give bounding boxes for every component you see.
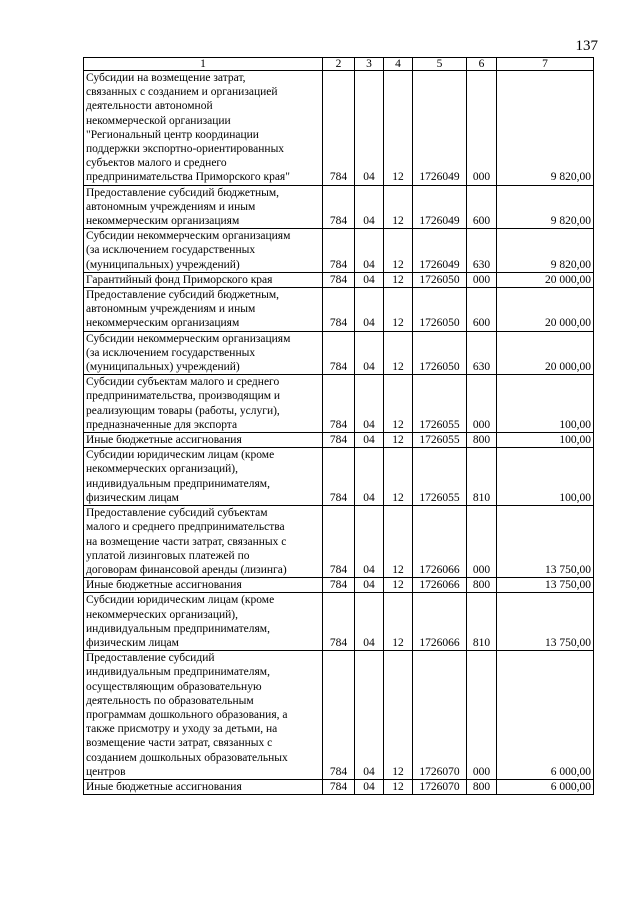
row-code-cell: 784 [323, 506, 355, 578]
row-name-cell: Субсидии на возмещение затрат, связанных с созданием и организацией деятельности автономной некоммерческой организации "Региональный центр координации поддержки экспортно-ориентированных субъектов малого и среднего предпринимательства Приморского края" [84, 71, 323, 186]
row-amount-cell: 13 750,00 [497, 593, 594, 651]
row-code-cell: 04 [355, 288, 384, 332]
header-cell: 3 [355, 58, 384, 71]
budget-table [83, 57, 594, 795]
header-cell: 1 [84, 58, 323, 71]
row-code-cell: 1726050 [413, 288, 467, 332]
row-code-cell: 1726066 [413, 578, 467, 593]
row-code-cell: 04 [355, 185, 384, 229]
row-amount-cell: 13 750,00 [497, 506, 594, 578]
row-amount-cell: 100,00 [497, 433, 594, 448]
row-name-cell: Субсидии некоммерческим организациям (за исключением государственных (муниципальных) учреждений) [84, 229, 323, 273]
row-code-cell: 1726055 [413, 448, 467, 506]
row-code-cell: 1726049 [413, 229, 467, 273]
row-code-cell: 600 [467, 288, 497, 332]
page-number: 137 [575, 38, 598, 54]
row-amount-cell: 6 000,00 [497, 779, 594, 794]
row-code-cell: 1726050 [413, 272, 467, 287]
row-code-cell: 784 [323, 375, 355, 433]
row-code-cell: 12 [384, 578, 413, 593]
row-name-cell: Субсидии юридическим лицам (кроме некоммерческих организаций), индивидуальным предпринимателям, физическим лицам [84, 448, 323, 506]
row-code-cell: 784 [323, 651, 355, 780]
row-code-cell: 04 [355, 506, 384, 578]
table-row [84, 375, 594, 433]
row-code-cell: 000 [467, 71, 497, 186]
header-row [84, 58, 594, 71]
row-code-cell: 12 [384, 506, 413, 578]
row-code-cell: 784 [323, 288, 355, 332]
header-cell: 2 [323, 58, 355, 71]
row-code-cell: 1726066 [413, 593, 467, 651]
row-amount-cell: 9 820,00 [497, 185, 594, 229]
row-code-cell: 784 [323, 272, 355, 287]
table-row [84, 288, 594, 332]
row-code-cell: 1726070 [413, 651, 467, 780]
row-amount-cell: 9 820,00 [497, 229, 594, 273]
table-row [84, 229, 594, 273]
row-code-cell: 600 [467, 185, 497, 229]
table-row [84, 433, 594, 448]
row-code-cell: 784 [323, 433, 355, 448]
row-name-cell: Субсидии субъектам малого и среднего предпринимательства, производящим и реализующим товары (работы, услуги), предназначенные для экспорта [84, 375, 323, 433]
row-code-cell: 12 [384, 779, 413, 794]
row-code-cell: 12 [384, 272, 413, 287]
row-code-cell: 000 [467, 506, 497, 578]
row-name-cell: Иные бюджетные ассигнования [84, 779, 323, 794]
row-code-cell: 1726066 [413, 506, 467, 578]
row-code-cell: 12 [384, 448, 413, 506]
row-amount-cell: 100,00 [497, 448, 594, 506]
row-code-cell: 800 [467, 578, 497, 593]
row-name-cell: Субсидии некоммерческим организациям (за исключением государственных (муниципальных) учреждений) [84, 331, 323, 375]
row-amount-cell: 20 000,00 [497, 331, 594, 375]
row-code-cell: 000 [467, 272, 497, 287]
row-code-cell: 000 [467, 375, 497, 433]
table-row [84, 578, 594, 593]
row-amount-cell: 6 000,00 [497, 651, 594, 780]
row-code-cell: 04 [355, 229, 384, 273]
table-row [84, 448, 594, 506]
row-code-cell: 800 [467, 433, 497, 448]
header-cell: 6 [467, 58, 497, 71]
row-code-cell: 04 [355, 375, 384, 433]
row-code-cell: 12 [384, 288, 413, 332]
table-row [84, 185, 594, 229]
row-code-cell: 800 [467, 779, 497, 794]
row-name-cell: Иные бюджетные ассигнования [84, 578, 323, 593]
row-name-cell: Предоставление субсидий бюджетным, автономным учреждениям и иным некоммерческим организациям [84, 288, 323, 332]
row-name-cell: Предоставление субсидий субъектам малого и среднего предпринимательства на возмещение части затрат, связанных с уплатой лизинговых платежей по договорам финансовой аренды (лизинга) [84, 506, 323, 578]
header-cell: 4 [384, 58, 413, 71]
row-amount-cell: 13 750,00 [497, 578, 594, 593]
row-amount-cell: 100,00 [497, 375, 594, 433]
row-code-cell: 12 [384, 433, 413, 448]
row-name-cell: Иные бюджетные ассигнования [84, 433, 323, 448]
row-code-cell: 1726070 [413, 779, 467, 794]
row-code-cell: 12 [384, 71, 413, 186]
row-name-cell: Предоставление субсидий бюджетным, автономным учреждениям и иным некоммерческим организациям [84, 185, 323, 229]
row-code-cell: 12 [384, 331, 413, 375]
row-code-cell: 784 [323, 448, 355, 506]
table-row [84, 779, 594, 794]
header-cell: 5 [413, 58, 467, 71]
table-row [84, 506, 594, 578]
row-amount-cell: 20 000,00 [497, 288, 594, 332]
row-code-cell: 04 [355, 448, 384, 506]
row-code-cell: 12 [384, 593, 413, 651]
table-row [84, 272, 594, 287]
row-code-cell: 12 [384, 375, 413, 433]
row-code-cell: 1726055 [413, 433, 467, 448]
row-code-cell: 04 [355, 779, 384, 794]
row-code-cell: 784 [323, 578, 355, 593]
row-amount-cell: 9 820,00 [497, 71, 594, 186]
row-code-cell: 04 [355, 71, 384, 186]
row-code-cell: 12 [384, 651, 413, 780]
row-code-cell: 04 [355, 651, 384, 780]
row-code-cell: 630 [467, 229, 497, 273]
row-code-cell: 784 [323, 71, 355, 186]
row-code-cell: 1726049 [413, 185, 467, 229]
row-code-cell: 04 [355, 578, 384, 593]
row-code-cell: 784 [323, 331, 355, 375]
row-code-cell: 1726050 [413, 331, 467, 375]
row-code-cell: 12 [384, 229, 413, 273]
row-code-cell: 784 [323, 185, 355, 229]
row-code-cell: 04 [355, 272, 384, 287]
table-row [84, 651, 594, 780]
table-body [84, 71, 594, 795]
row-code-cell: 04 [355, 331, 384, 375]
row-code-cell: 04 [355, 593, 384, 651]
row-code-cell: 04 [355, 433, 384, 448]
row-code-cell: 12 [384, 185, 413, 229]
row-code-cell: 784 [323, 779, 355, 794]
row-code-cell: 000 [467, 651, 497, 780]
row-name-cell: Гарантийный фонд Приморского края [84, 272, 323, 287]
row-code-cell: 1726055 [413, 375, 467, 433]
row-code-cell: 630 [467, 331, 497, 375]
row-name-cell: Субсидии юридическим лицам (кроме некоммерческих организаций), индивидуальным предпринимателям, физическим лицам [84, 593, 323, 651]
row-name-cell: Предоставление субсидий индивидуальным предпринимателям, осуществляющим образовательную деятельность по образовательным программам дошкольного образования, а также присмотру и уходу за детьми, на возмещение части затрат, связанных с созданием дошкольных образовательных центров [84, 651, 323, 780]
row-code-cell: 1726049 [413, 71, 467, 186]
table-row [84, 593, 594, 651]
row-code-cell: 810 [467, 593, 497, 651]
table-row [84, 331, 594, 375]
row-code-cell: 784 [323, 593, 355, 651]
row-amount-cell: 20 000,00 [497, 272, 594, 287]
row-code-cell: 784 [323, 229, 355, 273]
row-code-cell: 810 [467, 448, 497, 506]
header-cell: 7 [497, 58, 594, 71]
table-row [84, 71, 594, 186]
